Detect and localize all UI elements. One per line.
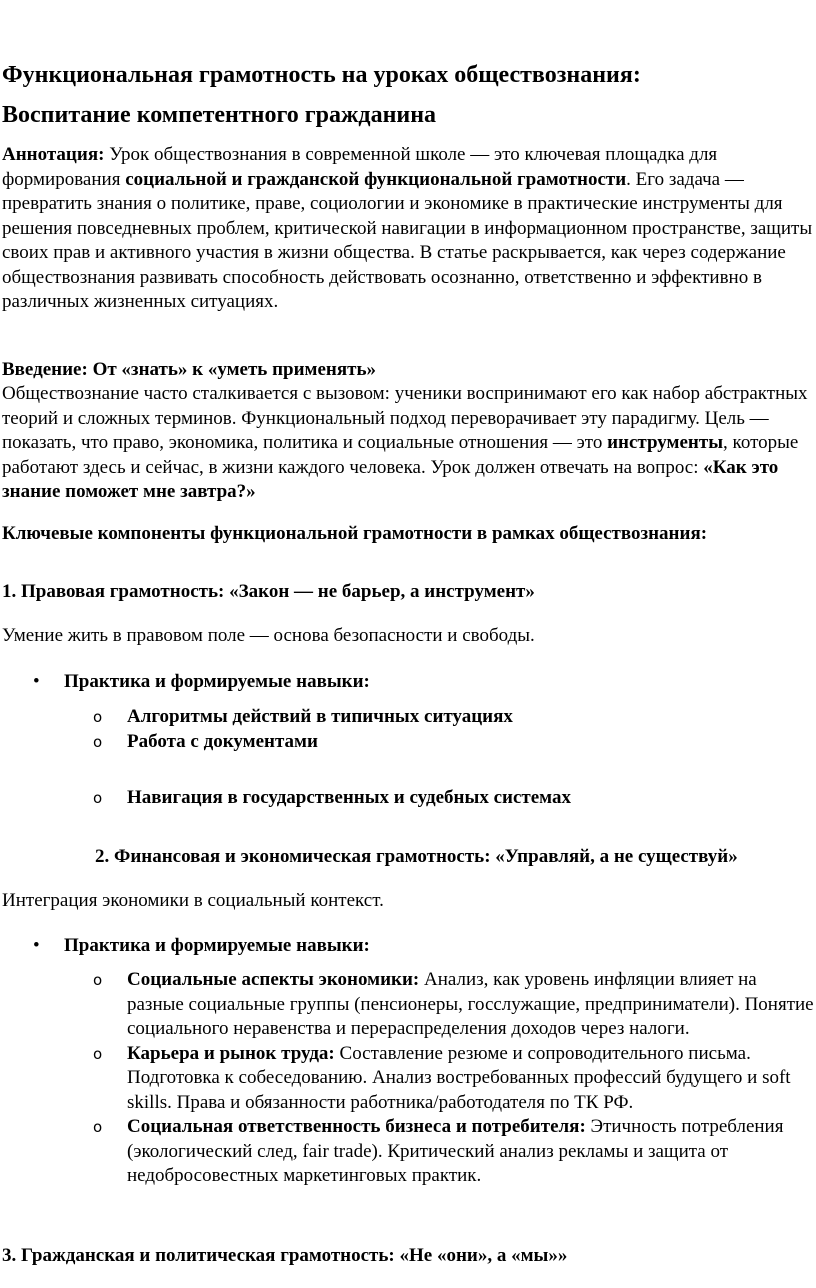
section2-bullet: • Практика и формируемые навыки:	[2, 934, 814, 959]
section2-text: Интеграция экономики в социальный контекст.	[2, 890, 384, 911]
section1-bullets	[2, 670, 814, 695]
title-line-2: Воспитание компетентного гражданина	[2, 102, 437, 128]
list-item: o Алгоритмы действий в типичных ситуациях	[2, 705, 816, 730]
section1-subitems-b	[2, 786, 816, 811]
intro-paragraph	[2, 382, 814, 505]
circle-bullet-icon: o	[93, 971, 103, 989]
list-item: o Социальные аспекты экономики: Анализ, как уровень инфляции влияет на разные социальные группы (пенсионеры, госслужащие, предприниматели). Понятие социального неравенства и перераспределения доходов через налоги.	[93, 969, 814, 1039]
section1-bullet: • Практика и формируемые навыки:	[2, 670, 814, 695]
section2-heading: 2. Финансовая и экономическая грамотность: «Управляй, а не существуй»	[95, 846, 738, 867]
section2-subitems	[2, 968, 816, 1189]
list-item: o Работа с документами	[2, 730, 816, 755]
intro-text-1: Обществознание часто сталкивается с вызовом: ученики воспринимают его как набор абстрактных теорий и сложных терминов. Функциональный подход переворачивает эту парадигму. Цель — показать, что право, экономика, политика и социальные отношения — это	[2, 383, 808, 453]
intro-text-2: , которые работают здесь и сейчас, в жизни каждого человека. Урок должен отвечать на вопрос:	[2, 432, 799, 478]
key-components-heading: Ключевые компоненты функциональной грамотности в рамках обществознания:	[2, 523, 708, 544]
list-item: o Социальная ответственность бизнеса и потребителя: Этичность потребления (экологический след, fair trade). Критический анализ рекламы и защита от недобросовестных маркетинговых практик.	[93, 1116, 784, 1186]
circle-bullet-icon: o	[93, 708, 103, 726]
section1-text: Умение жить в правовом поле — основа безопасности и свободы.	[2, 625, 535, 646]
circle-bullet-icon: o	[93, 1044, 103, 1063]
section2-bullets	[2, 934, 814, 959]
circle-bullet-icon: o	[93, 1118, 103, 1136]
title-line-1: Функциональная грамотность на уроках обществознания:	[2, 62, 641, 88]
intro-bold-1: инструменты	[607, 432, 724, 453]
section3-heading: 3. Гражданская и политическая грамотность: «Не «они», а «мы»»	[2, 1245, 568, 1266]
circle-bullet-icon: o	[93, 789, 103, 807]
circle-bullet-icon: o	[93, 732, 103, 751]
annotation-label: Аннотация:	[2, 144, 105, 165]
annotation-bold: социальной и гражданской функциональной грамотности	[125, 168, 627, 190]
annotation-text-1: Урок обществознания в современной школе — это ключевая площадка для формирования	[2, 144, 718, 190]
list-item: o Карьера и рынок труда: Составление резюме и сопроводительного письма. Подготовка к собеседованию. Анализ востребованных профессий будущего и soft skills. Права и обязанности работника/работодателя по ТК РФ.	[93, 1042, 791, 1113]
list-item: o Навигация в государственных и судебных системах	[2, 786, 816, 811]
section1-subitems-a	[2, 705, 816, 754]
annotation-paragraph	[2, 143, 814, 315]
annotation-text-2: . Его задача — превратить знания о политике, праве, социологии и экономике в практические инструменты для решения повседневных проблем, критической навигации в информационном пространстве, защиты своих прав и активного участия в жизни общества. В статье раскрывается, как через содержание обществознания развивать способность действовать осознанно, ответственно и эффективно в различных жизненных ситуациях.	[2, 168, 813, 312]
intro-bold-2: «Как это знание поможет мне завтра?»	[2, 456, 779, 502]
section1-heading: 1. Правовая грамотность: «Закон — не барьер, а инструмент»	[2, 581, 535, 602]
intro-heading: Введение: От «знать» к «уметь применять»	[2, 359, 377, 380]
page-title	[2, 55, 641, 135]
